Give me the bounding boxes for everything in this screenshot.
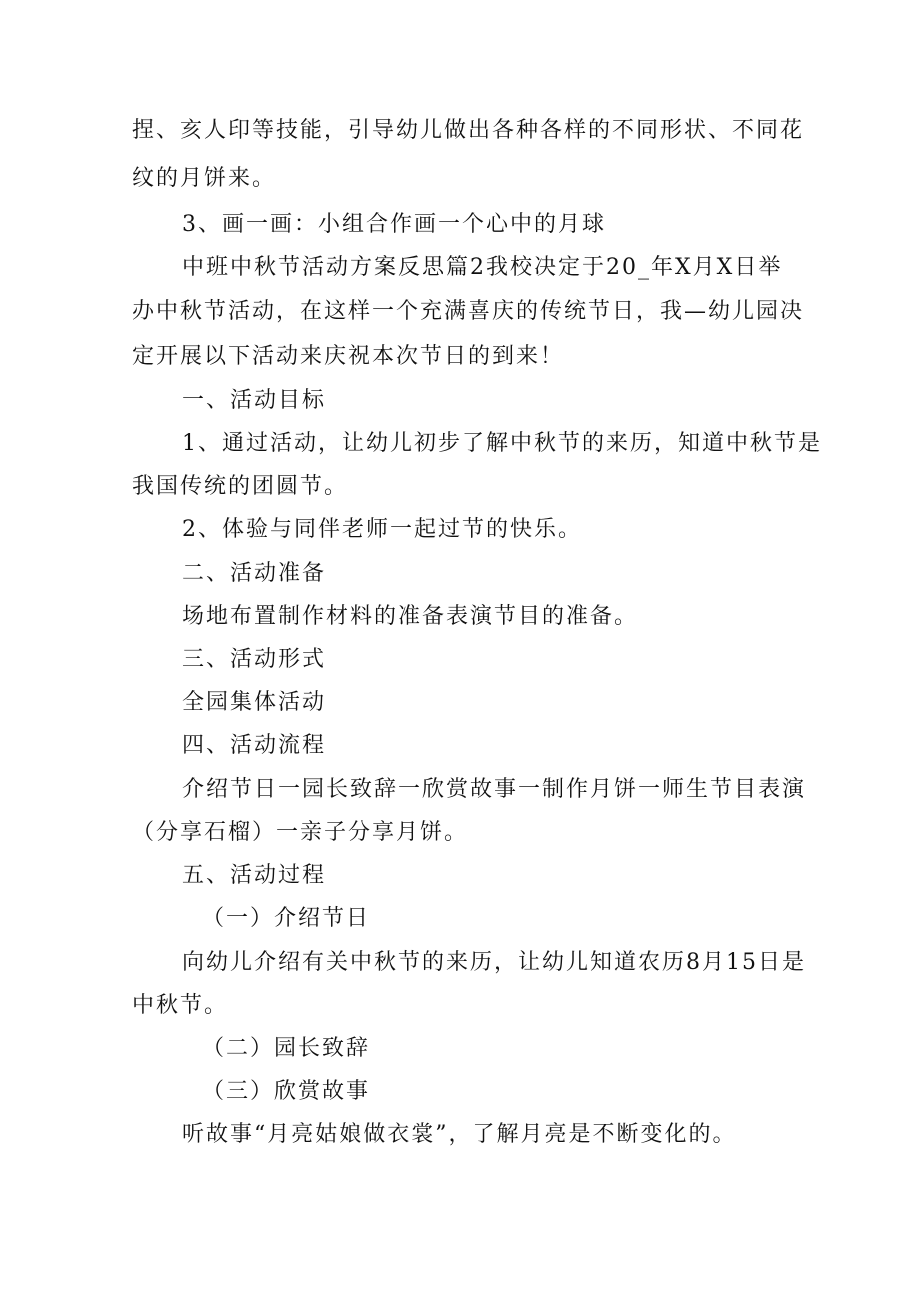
body-text-line: 捏、亥人印等技能，引导幼儿做出各种各样的不同形状、不同花 xyxy=(132,118,805,143)
section-heading: 五、活动过程 xyxy=(182,863,327,888)
section-heading: 二、活动准备 xyxy=(182,561,327,586)
subsection-heading: （二）园长致辞 xyxy=(202,1036,371,1061)
body-text-line: 向幼儿介绍有关中秋节的来历，让幼儿知道农历8月15日是 xyxy=(182,950,806,975)
body-text-line: 介绍节日一园长致辞一欣赏故事一制作月饼一师生节目表演 xyxy=(182,777,807,802)
list-item: 1、通过活动，让幼儿初步了解中秋节的来历，知道中秋节是 xyxy=(182,431,822,456)
section-heading: 一、活动目标 xyxy=(182,388,327,413)
body-text-line: 中秋节。 xyxy=(132,993,229,1018)
body-text-line: 中班中秋节活动方案反思篇2我校决定于20_年X月X日举 xyxy=(182,255,783,280)
body-text-line: 场地布置制作材料的准备表演节目的准备。 xyxy=(182,604,639,629)
body-text-line: 办中秋节活动，在这样一个充满喜庆的传统节日，我—幼儿园决 xyxy=(132,299,805,324)
section-heading: 三、活动形式 xyxy=(182,647,327,672)
body-text-line: 定开展以下活动来庆祝本次节日的到来！ xyxy=(132,344,565,369)
list-item: 2、体验与同伴老师一起过节的快乐。 xyxy=(182,517,582,542)
subsection-heading: （一）介绍节日 xyxy=(202,906,371,931)
body-text-line: （分享石榴）一亲子分享月饼。 xyxy=(132,820,469,845)
body-text-line: 全园集体活动 xyxy=(182,690,327,715)
body-text-line: 我国传统的团圆节。 xyxy=(132,474,349,499)
subsection-heading: （三）欣赏故事 xyxy=(202,1079,371,1104)
body-text-line: 听故事“月亮姑娘做衣裳”，了解月亮是不断变化的。 xyxy=(182,1122,737,1147)
section-heading: 四、活动流程 xyxy=(182,733,327,758)
list-item: 3、画一画：小组合作画一个心中的月球 xyxy=(182,212,606,237)
body-text-line: 纹的月饼来。 xyxy=(132,166,277,191)
